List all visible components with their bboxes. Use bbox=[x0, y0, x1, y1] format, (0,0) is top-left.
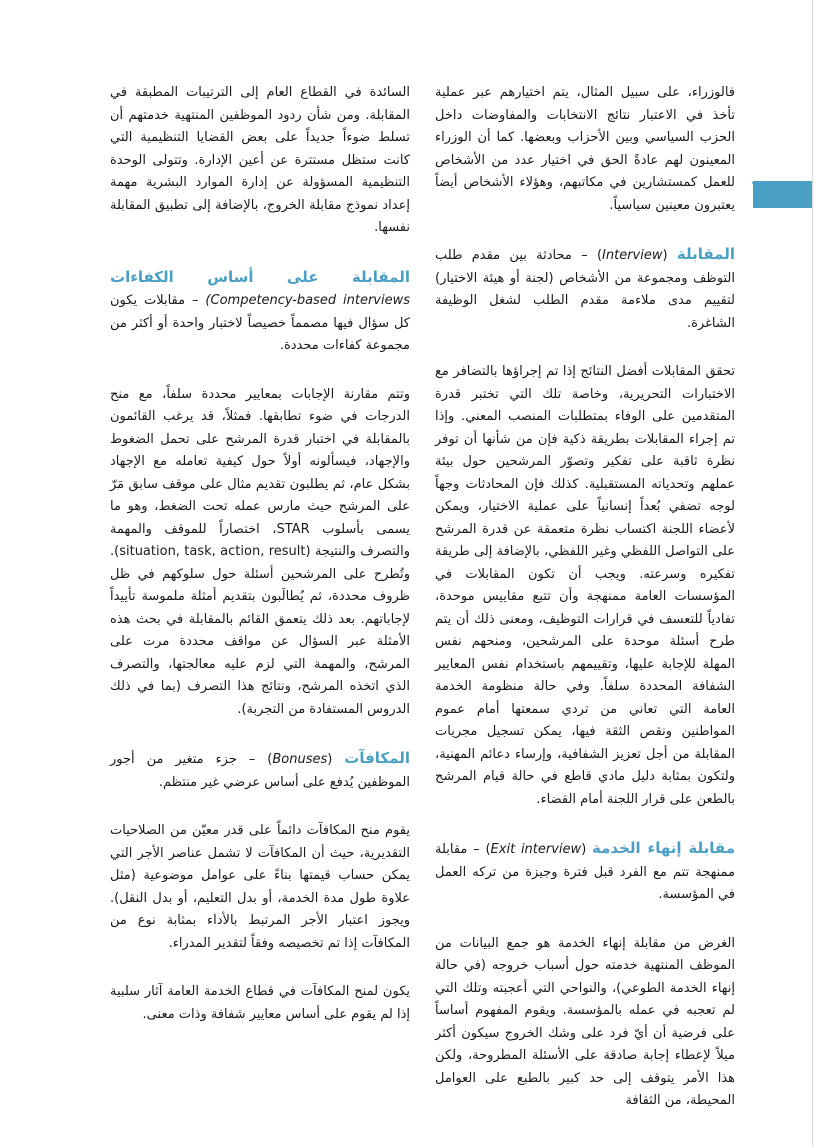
paragraph-interviews-results: تحقق المقابلات أفضل النتائج إذا تم إجراؤها بالتضافر مع الاختبارات التحريرية، وخاصة تلك التي تختبر قدرة المتقدمين على الوفاء بمتطلبات المنصب المعني. وإذا تم إجراء المقابلات بطريقة ذكية فإن من شأنها أن توفر نظرة ثاقبة على تفكير وتصوّر المرشحين حول بيئة عملهم وتحدياته المستقبلية. كذلك فإن المحادثات وجهاً لوجه تضفي بُعداً إنسانياً على عملية الاختيار، ويمكن لأعضاء اللجنة اكتساب نظرة متعمقة عن قدرة المرشح على التواصل اللفظي وغير اللفظي، بالإضافة إلى طريقة تفكيره وسرعته. ويجب أن تكون المقابلات في المؤسسات العامة ممنهجة وأن تتبع مقاييس موحدة، تفادياً للتعسف في قرارات التوظيف، ومعنى ذلك أن يتم طرح أسئلة موحدة على المرشحين، ومنحهم نفس المهلة للإجابة عليها، وتقييمهم باستخدام نفس المعايير الشفافة المحددة سلفاً. وفي حالة منظومة الخدمة العامة التي تعاني من تردي سمعتها أمام عموم المواطنين ونقص الثقة فيها، يمكن تسجيل مجريات المقابلة من أجل تعزيز الشفافية، وإرساء دعائم المهنية، ولتكون بمثابة دليل مادي قاطع في حالة قيام المرشح بالطعن على قرار اللجنة أمام القضاء. bbox=[435, 364, 735, 807]
term-exit-interview-ar: مقابلة إنهاء الخدمة bbox=[592, 839, 735, 857]
definition-exit-interview: مقابلة إنهاء الخدمة (Exit interview) – مقابلة ممنهجة تتم مع الفرد قبل فترة وجيزة من تركه العمل في المؤسسة. bbox=[435, 839, 735, 902]
term-interview-en: Interview bbox=[602, 248, 663, 263]
star-text-mid: ، اختصاراً للموقف والمهمة والتصرف والنتيجة bbox=[110, 521, 411, 559]
star-acronym: STAR bbox=[276, 521, 310, 537]
page-number: ٢٦ bbox=[751, 177, 779, 202]
term-bonuses-en: Bonuses bbox=[272, 752, 328, 767]
definition-competency-interviews bbox=[110, 266, 410, 358]
left-column bbox=[110, 82, 410, 1052]
definition-interview: المقابلة (Interview) – محادثة بين مقدم طلب التوظف ومجموعة من الأشخاص (لجنة أو هيئة الاختيار) لتقييم مدى ملاءمة مقدم الطلب لشغل الوظيفة الشاغرة. bbox=[435, 245, 735, 331]
page-edge-line bbox=[812, 0, 813, 1147]
paragraph-star-method bbox=[110, 384, 410, 722]
definition-interview-text: – محادثة بين مقدم طلب التوظف ومجموعة من الأشخاص (لجنة أو هيئة الاختيار) لتقييم مدى ملاءمة مقدم الطلب لشغل الوظيفة الشاغرة. bbox=[435, 248, 735, 331]
definition-bonuses: المكافآت (Bonuses) – جزء متغير من أجور الموظفين يُدفع على أساس عرضي غير منتظم. bbox=[110, 749, 410, 790]
paragraph-bonus-discretion: يقوم منح المكافآت دائماً على قدر معيّن من الصلاحيات التقديرية، حيث أن المكافآت لا تشمل عناصر الأجر التي يمكن حساب قيمتها بناءً على عوامل موضوعية (مثل علاوة طول مدة الخدمة، أو بدل التعليم، أو بدل النقل). ويجوز اعتبار الأجر المرتبط بالأداء بمثابة نوع من المكافآت إذا تم تخصيصه وفقاً لتقدير المدراء. bbox=[110, 823, 410, 951]
paragraph-exit-purpose: الغرض من مقابلة إنهاء الخدمة هو جمع البيانات من الموظف المنتهية خدمته حول أسباب خروجه (في حالة إنهاء الخدمة الطوعي)، والنواحي التي أعجبته وتلك التي لم تعجبه في عمله بالمؤسسة. ويقوم المفهوم أساساً على فرضية أن أيّ فرد على وشك الخروج سيكون أكثر ميلاً لإعطاء إجابة صادقة على الأسئلة المطروحة، ولكن هذا الأمر يتوقف إلى حد كبير بالطبع على العوامل المحيطة، من الثقافة bbox=[435, 935, 735, 1108]
term-competency-ar: المقابلة على أساس الكفاءات bbox=[110, 267, 410, 286]
term-exit-interview-en: Exit interview bbox=[490, 842, 582, 857]
star-text-before: وتتم مقارنة الإجابات بمعايير محددة سلفاً، مع منح الدرجات في ضوء تطابقها. فمثلاً، قد يرغب القائمون بالمقابلة في اختبار قدرة المرشح على تحمل الضغوط والإجهاد، فيسألونه أولاً حول كيفية تعامله مع الإجهاد بشكل عام، ثم يطلبون تقديم مثال على موقف سابق مَرّ على المرشح حيث مارس عمله تحت الضغط، وهو ما يسمى بأسلوب bbox=[110, 386, 410, 537]
paragraph-bonus-negative: يكون لمنح المكافآت في قطاع الخدمة العامة آثار سلبية إذا لم يقوم على أساس معايير شفافة وذات معنى. bbox=[110, 984, 410, 1022]
star-english-expansion: (situation, task, action, result) bbox=[114, 544, 311, 559]
term-competency-en: (Competency-based interviews bbox=[205, 293, 410, 308]
definition-bonuses-text: – جزء متغير من أجور الموظفين يُدفع على أساس عرضي غير منتظم. bbox=[110, 752, 410, 790]
definition-exit-interview-text: – مقابلة ممنهجة تتم مع الفرد قبل فترة وجيزة من تركه العمل في المؤسسة. bbox=[435, 842, 735, 902]
paragraph-exit-continued: السائدة في القطاع العام إلى الترتيبات المطبقة في المقابلة. ومن شأن ردود الموظفين المنتهية خدمتهم أن تسلط ضوءاً جديداً على بعض القضايا التنظيمية التي كانت ستظل مستترة عن أعين الإدارة. وتتولى الوحدة التنظيمية المسؤولة عن إدارة الموارد البشرية مهمة إعداد نموذج مقابلة الخروج، بالإضافة إلى تطبيق المقابلة نفسها. bbox=[110, 85, 410, 235]
term-bonuses-ar: المكافآت bbox=[344, 749, 410, 767]
star-text-after: . وتُطرح على المرشحين أسئلة حول سلوكهم في ظل ظروف محددة، ثم يُطالَبون بتقديم أمثلة ملموسة تأييداً لإجاباتهم. بعد ذلك يتعمق القائم بالمقابلة في بحث هذه الأمثلة عبر السؤال عن مواقف محددة مرت على المرشح، والمهمة التي لزم عليه معالجتها، والتصرف الذي اتخذه المرشح، ونتائج هذا التصرف (بما في ذلك الدروس المستفادة من التجربة). bbox=[110, 544, 410, 717]
paragraph-ministers: فالوزراء، على سبيل المثال، يتم اختيارهم عبر عملية تأخذ في الاعتبار نتائج الانتخابات والمفاوضات داخل الحزب السياسي وبين الأحزاب وبعضها. كما أن الوزراء المعينون لهم عادةً الحق في اختيار عدد من الأشخاص للعمل كمستشارين في مكاتبهم، وهؤلاء الأشخاص أيضاً يعتبرون معينين سياسياً. bbox=[435, 85, 735, 213]
term-interview-ar: المقابلة bbox=[676, 245, 735, 263]
right-column bbox=[435, 82, 735, 1139]
definition-competency-text: – مقابلات يكون كل سؤال فيها مصمماً خصيصاً لاختبار واحدة أو أكثر من مجموعة كفاءات محددة. bbox=[110, 293, 410, 353]
